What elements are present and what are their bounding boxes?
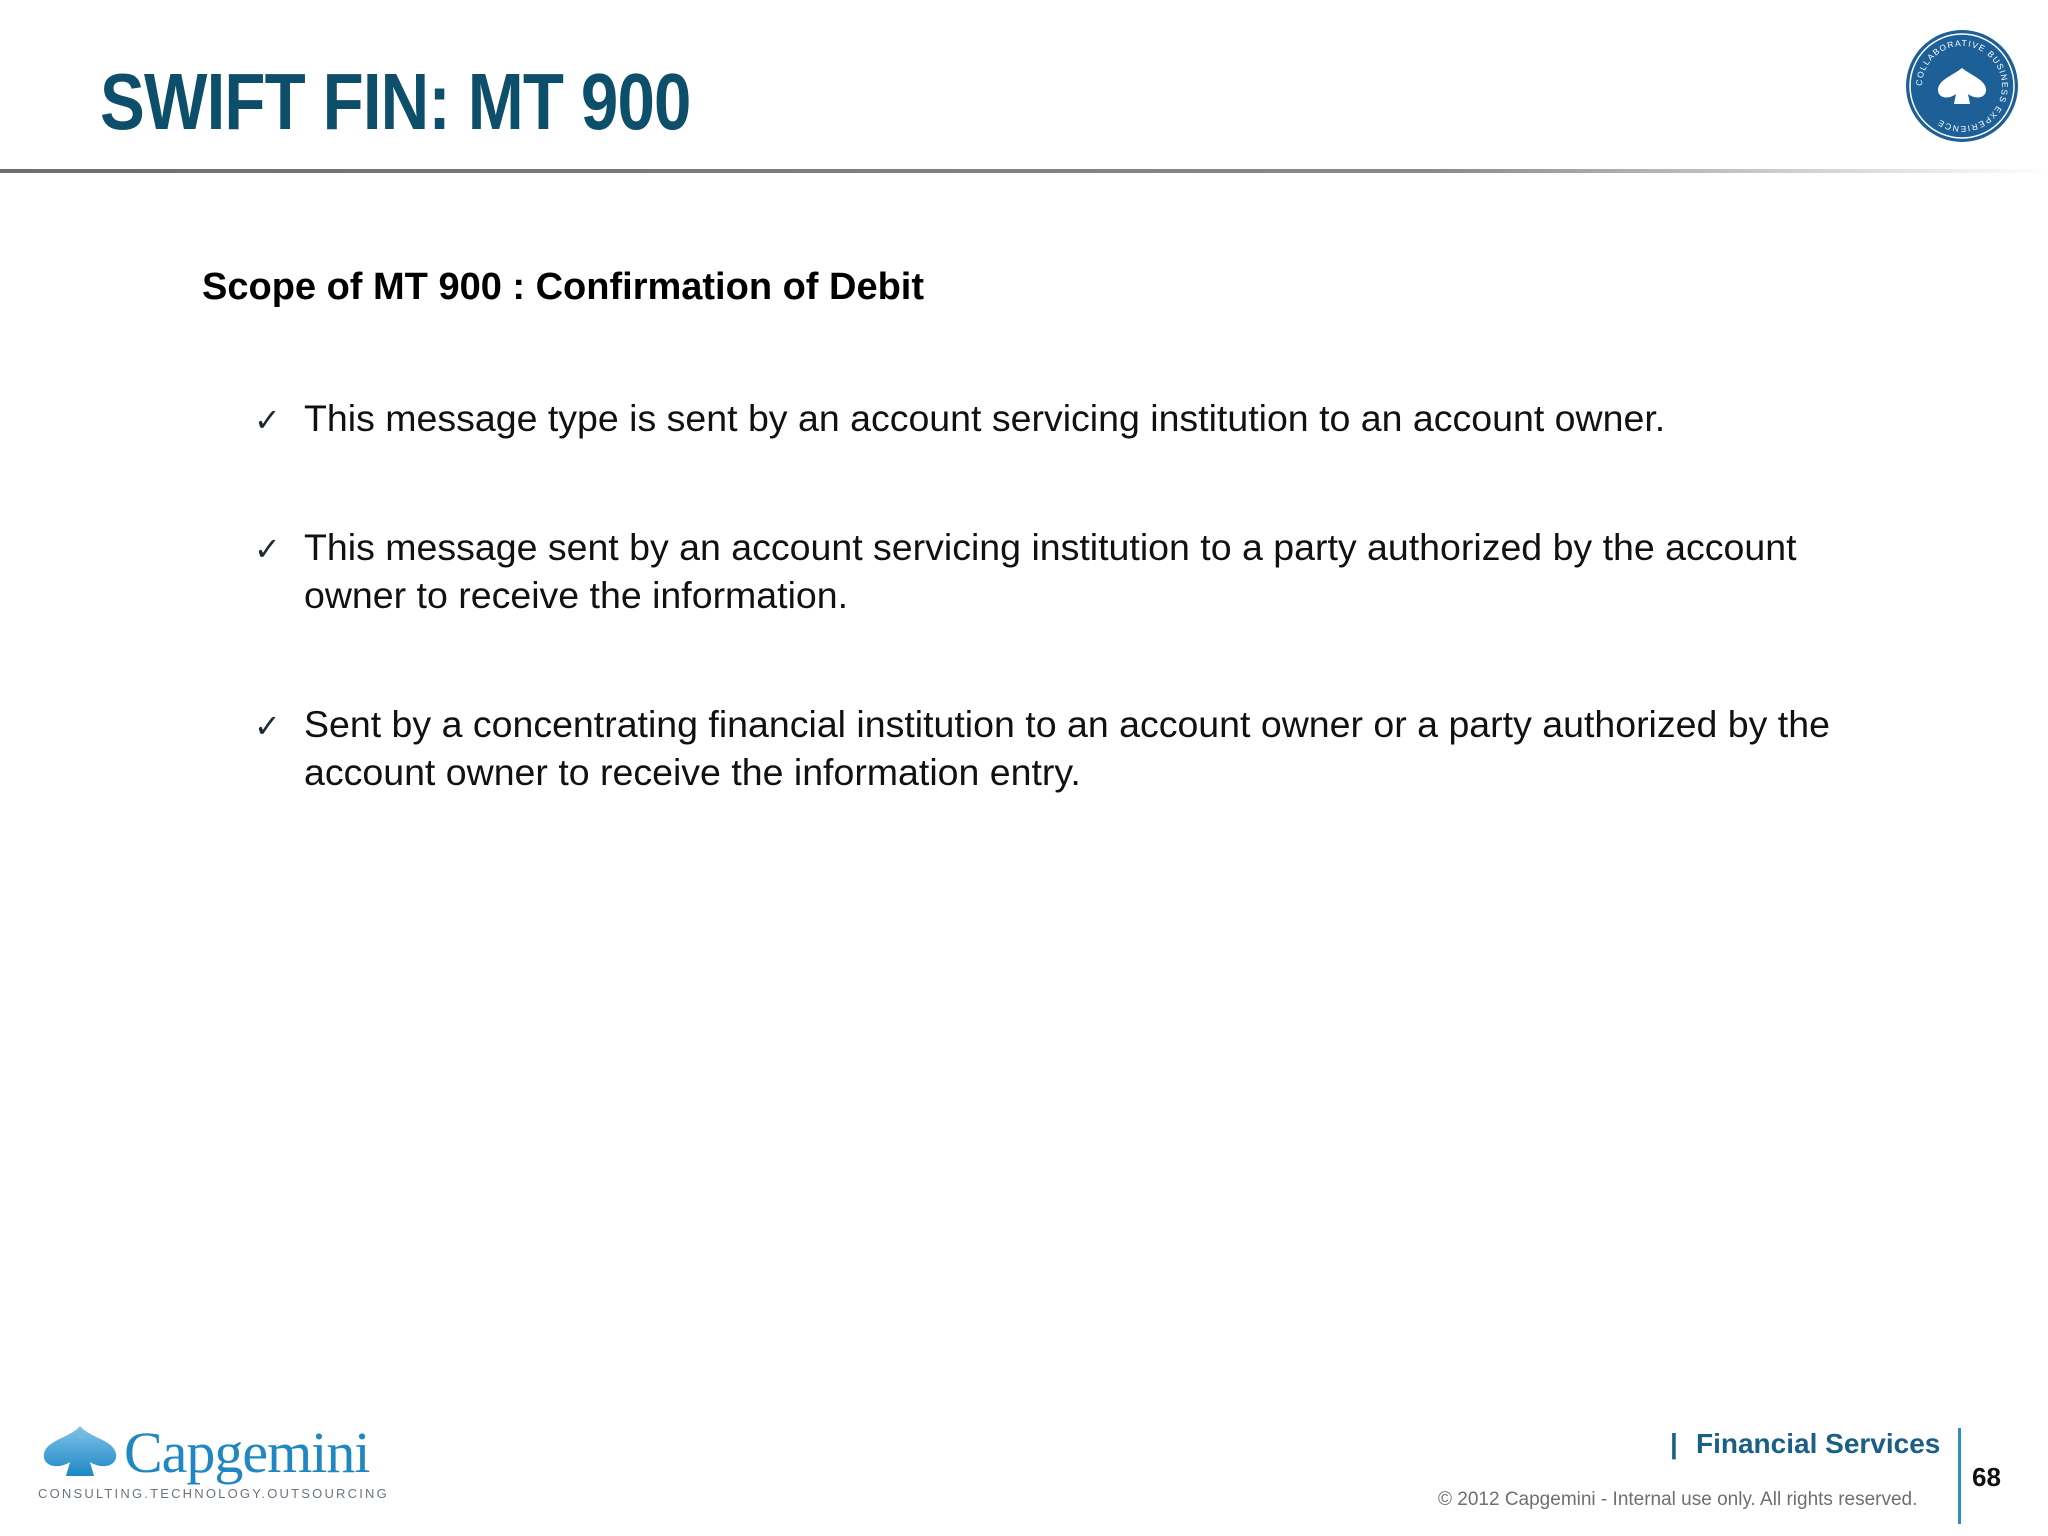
division-separator: |: [1670, 1428, 1678, 1459]
check-icon: ✓: [254, 530, 281, 568]
division-label: Financial Services: [1696, 1428, 1941, 1459]
page-title: SWIFT FIN: MT 900: [100, 57, 691, 146]
logo-tagline: CONSULTING.TECHNOLOGY.OUTSOURCING: [38, 1486, 389, 1501]
logo-wordmark: Capgemini: [124, 1420, 370, 1485]
section-subtitle: Scope of MT 900 : Confirmation of Debit: [202, 266, 925, 308]
footer-vertical-divider: [1958, 1428, 1961, 1524]
seal-text: COLLABORATIVE BUSINESS EXPERIENCE: [1913, 37, 2011, 135]
title-divider: [0, 169, 2048, 173]
bullet-text: This message type is sent by an account servicing institution to an account owner.: [304, 397, 1666, 439]
check-icon: ✓: [254, 401, 281, 439]
page-number: 68: [1972, 1462, 2001, 1492]
collaborative-business-experience-seal: [1904, 28, 2020, 144]
check-icon: ✓: [254, 707, 281, 745]
bullet-text: Sent by a concentrating financial institution to an account owner or a party authorized by the account owner to receive the information entry.: [304, 703, 1830, 793]
bullet-text: This message sent by an account servicing institution to a party authorized by the account owner to receive the information.: [304, 526, 1797, 616]
copyright-notice: © 2012 Capgemini - Internal use only. All rights reserved.: [1438, 1489, 1918, 1510]
